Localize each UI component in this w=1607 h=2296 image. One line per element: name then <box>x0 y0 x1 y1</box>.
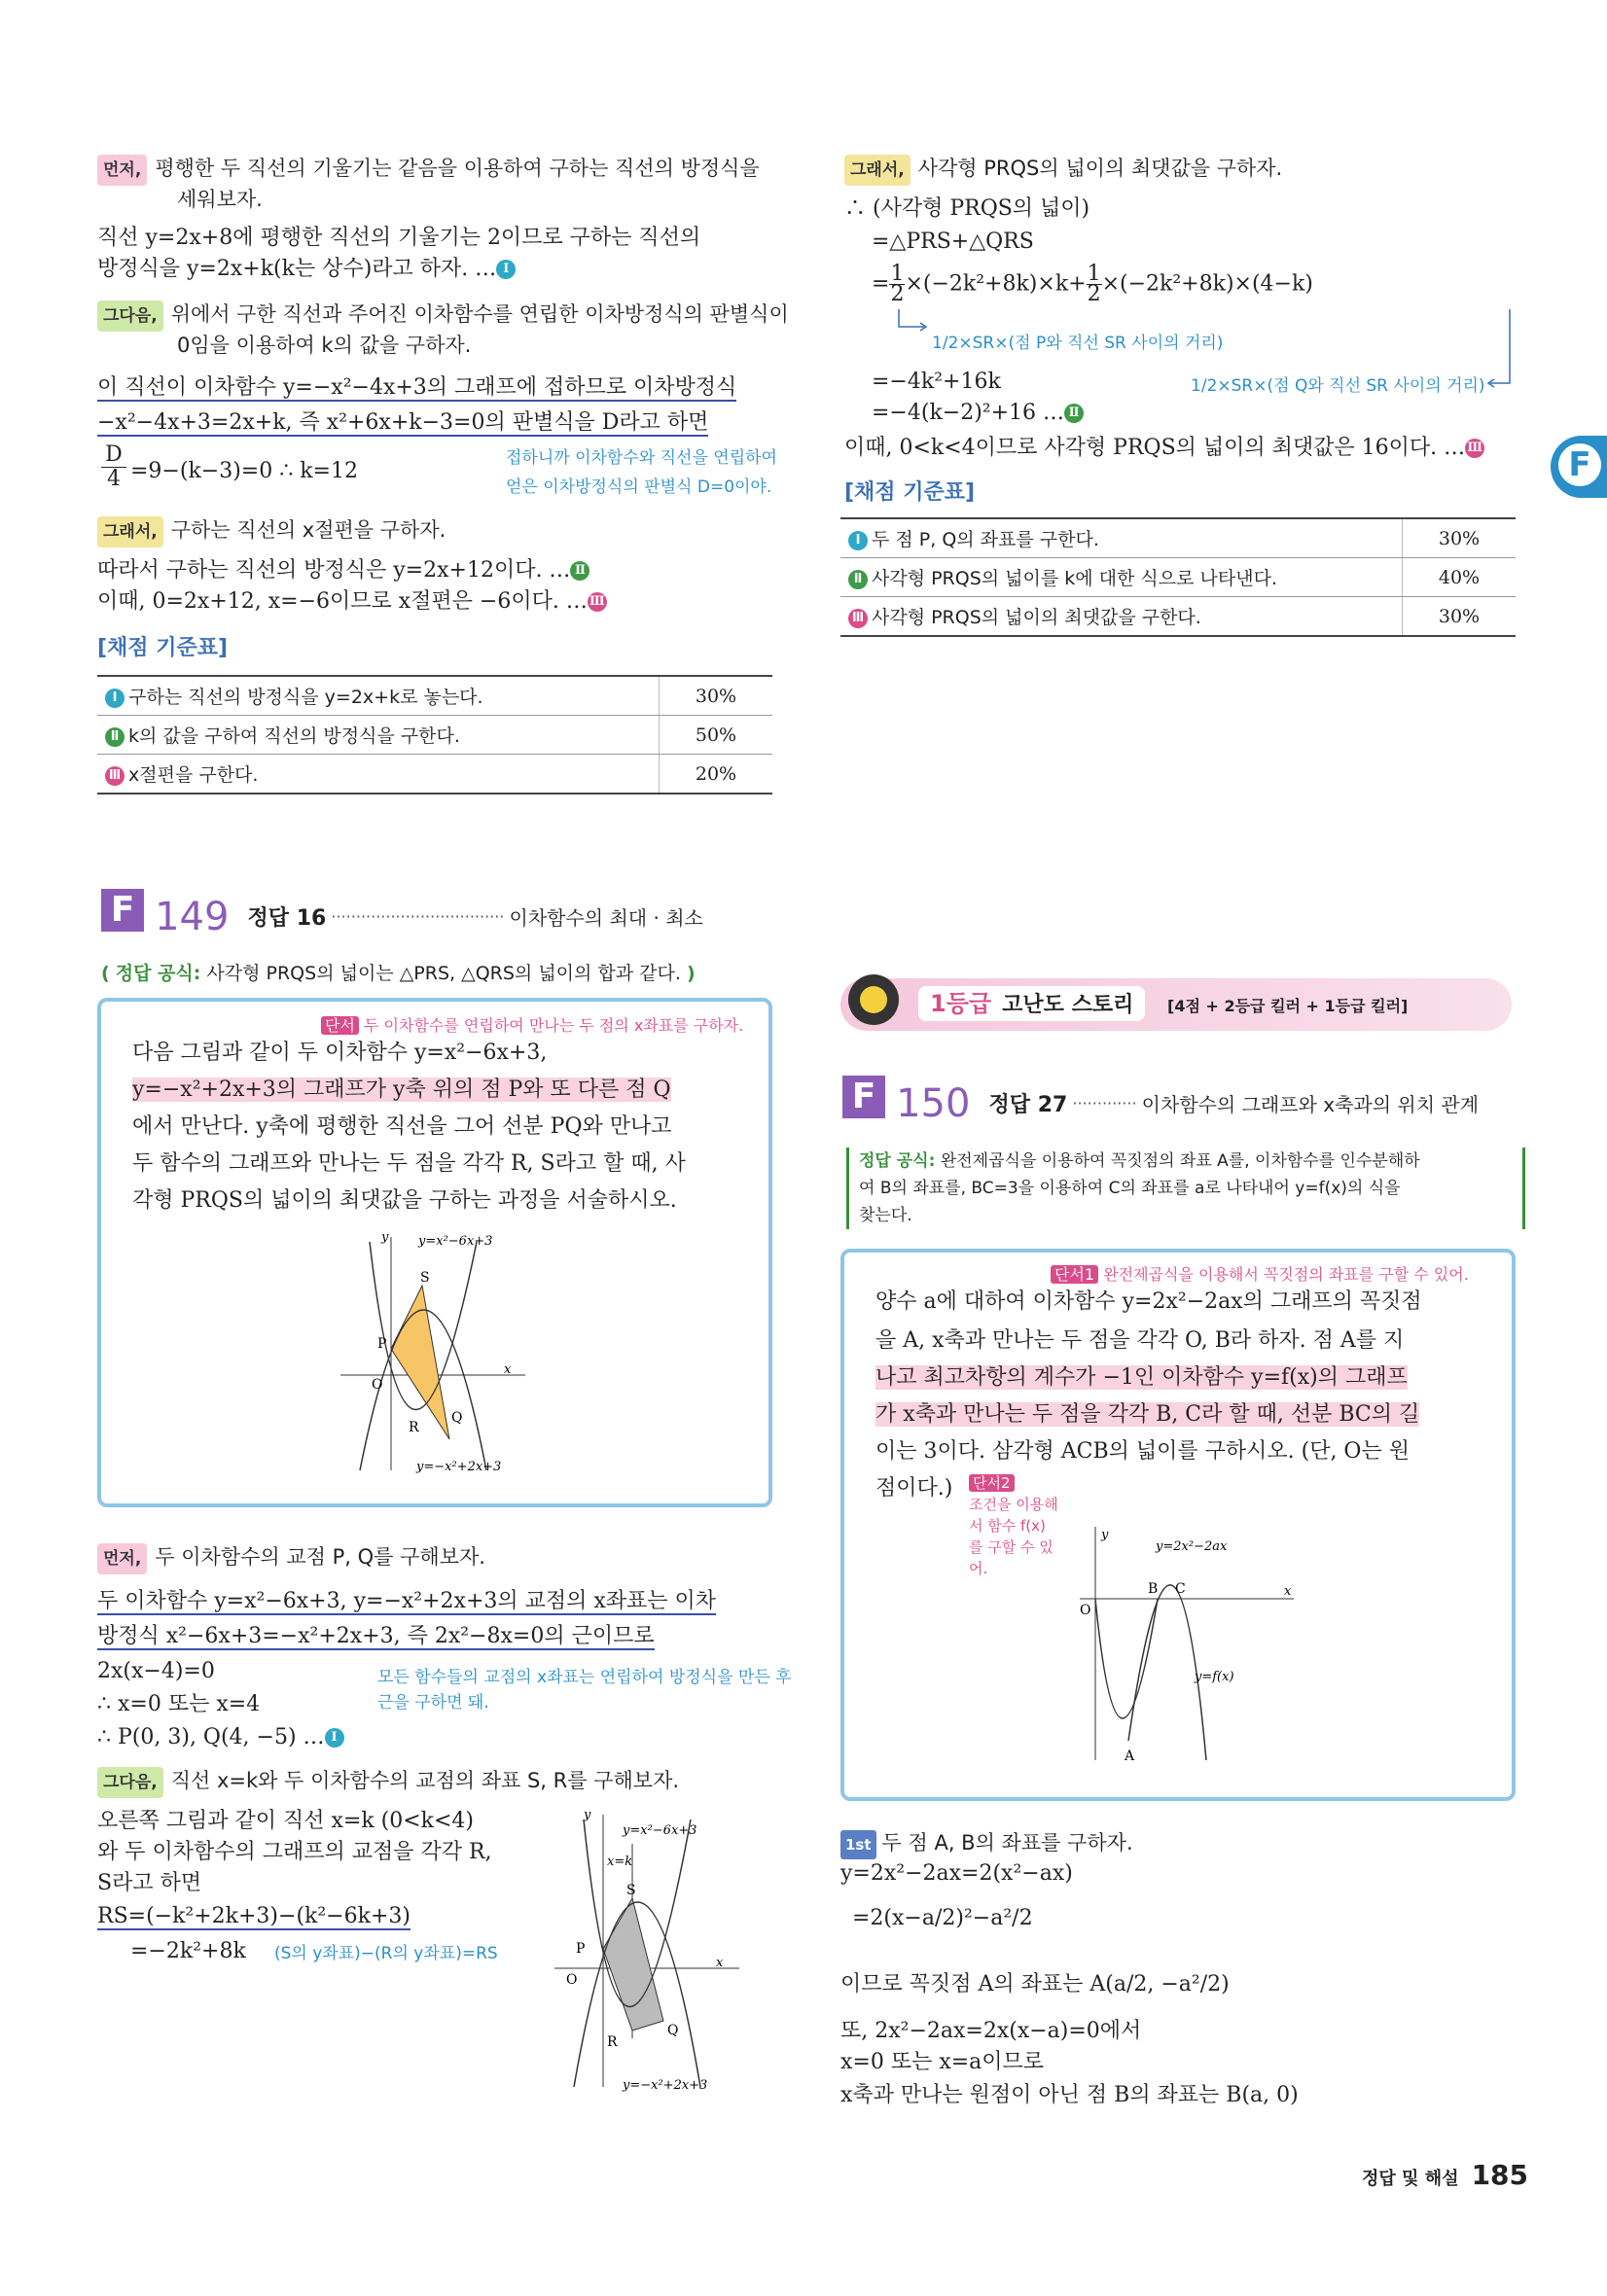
solution-line: 직선 y=2x+8에 평행한 직선의 기울기는 2이므로 구하는 직선의 <box>97 226 701 250</box>
solution-line: 2x(x−4)=0 <box>97 1659 215 1683</box>
marker-1-icon: Ⅰ <box>105 689 125 708</box>
solution-line: =−4(k−2)²+16 … Ⅱ <box>872 399 1088 428</box>
solution-line: x축과 만나는 원점이 아닌 점 B의 좌표는 B(a, 0) <box>840 2083 1299 2107</box>
origin-label: O <box>1080 1603 1091 1618</box>
marker-2-icon: Ⅱ <box>105 727 125 747</box>
solution-step-then: 그래서, 구하는 직선의 x절편을 구하자. <box>97 515 446 548</box>
solution-line: y=2x²−2ax=2(x²−ax) <box>840 1861 1073 1886</box>
solution-line: =−4k²+16k <box>872 370 1001 394</box>
chapter-f-icon: F <box>842 1076 885 1118</box>
axis-x-label: x <box>504 1362 512 1377</box>
answer-formula: ( 정답 공식: 사각형 PRQS의 넓이는 △PRS, △QRS의 넓이의 합과 같다. ) <box>101 963 696 984</box>
curve-label: y=x²−6x+3 <box>623 1823 697 1838</box>
problem-text: 나고 최고차항의 계수가 −1인 이차함수 y=f(x)의 그래프 <box>875 1365 1408 1390</box>
solution-line: 와 두 이차함수의 그래프의 교점을 각각 R, <box>97 1840 492 1864</box>
problem-150-header: F 150 정답 27 ············· 이차함수의 그래프와 x축과의 위치 관계 <box>842 1076 1479 1126</box>
marker-2-icon: Ⅱ <box>1064 404 1084 423</box>
axis-x-label: x <box>1284 1584 1292 1599</box>
solution-line: 따라서 구하는 직선의 방정식은 y=2x+12이다. … Ⅱ <box>97 556 593 585</box>
side-tab <box>1551 436 1607 498</box>
problem-number: 149 <box>155 894 230 939</box>
table-row: Ⅰ 두 점 P, Q의 좌표를 구한다. 30% <box>840 518 1516 558</box>
topic: 이차함수의 최대 · 최소 <box>509 906 703 930</box>
step-tag: 먼저, <box>97 1543 147 1574</box>
story-subtitle: [4점 + 2등급 킬러 + 1등급 킬러] <box>1167 997 1409 1015</box>
problem-text: 각형 PRQS의 넓이의 최댓값을 구하는 과정을 서술하시오. <box>132 1188 677 1213</box>
problem-text: 이는 3이다. 삼각형 ACB의 넓이를 구하시오. (단, O는 원 <box>875 1439 1410 1464</box>
origin-label: O <box>372 1377 383 1393</box>
graph-149-solution <box>545 1805 778 2097</box>
step-tag: 그래서, <box>97 516 163 548</box>
curve-label: y=−x²+2x+3 <box>623 2078 708 2093</box>
axis-y-label: y <box>584 1808 591 1822</box>
marker-2-icon: Ⅱ <box>570 561 589 581</box>
solution-line: ∴ x=0 또는 x=4 <box>97 1692 261 1716</box>
solution-line: 이때, 0<k<4이므로 사각형 PRQS의 넓이의 최댓값은 16이다. … Ⅲ <box>844 434 1488 463</box>
marker-3-icon: Ⅲ <box>588 592 607 612</box>
page-footer <box>1362 2159 1528 2191</box>
solution-line: 또, 2x²−2ax=2x(x−a)=0에서 <box>840 2019 1142 2043</box>
topic: 이차함수의 그래프와 x축과의 위치 관계 <box>1141 1093 1480 1116</box>
side-note: 근을 구하면 돼. <box>377 1693 489 1713</box>
solution-line: RS=(−k²+2k+3)−(k²−6k+3) <box>97 1904 411 1928</box>
side-tab-letter: F <box>1558 443 1601 486</box>
problem-149-header: F 149 정답 16 ··································· 이차함수의 최대 · 최소 <box>101 889 703 939</box>
problem-text: 에서 만난다. y축에 평행한 직선을 그어 선분 PQ와 만나고 <box>132 1114 672 1139</box>
problem-text: 을 A, x축과 만나는 두 점을 각각 O, B라 하자. 점 A를 지 <box>875 1328 1405 1353</box>
solution-line: =2(x−a/2)²−a²/2 <box>852 1906 1033 1930</box>
curve-label: y=−x²+2x+3 <box>416 1460 502 1474</box>
step-text: 0임을 이용하여 k의 값을 구하자. <box>177 334 472 357</box>
solution-line: =−2k²+8k <box>130 1939 246 1963</box>
step-tag: 그다음, <box>97 1767 163 1798</box>
marker-2-icon: Ⅱ <box>848 570 868 589</box>
point-label: R <box>607 2034 618 2050</box>
scoring-table-left <box>97 675 772 795</box>
solution-line: S라고 하면 <box>97 1871 202 1895</box>
solution-line: 방정식 x²−6x+3=−x²+2x+3, 즉 2x²−8x=0의 근이므로 <box>97 1624 655 1648</box>
problem-text: 양수 a에 대하여 이차함수 y=2x²−2ax의 그래프의 꼭짓점 <box>875 1289 1422 1314</box>
axis-y-label: y <box>1101 1528 1109 1542</box>
scoring-table-right <box>840 517 1516 637</box>
problem-text: 두 함수의 그래프와 만나는 두 점을 각각 R, S라고 할 때, 사 <box>132 1151 686 1176</box>
note-q-distance: 1/2×SR×(점 Q와 직선 SR 사이의 거리) <box>1191 376 1485 396</box>
graph-150 <box>1060 1517 1313 1770</box>
table-row: Ⅲ x절편을 구한다. 20% <box>97 755 772 795</box>
story-title: 고난도 스토리 <box>1002 993 1134 1017</box>
table-row: Ⅲ 사각형 PRQS의 넓이의 최댓값을 구한다. 30% <box>840 597 1516 637</box>
point-label: A <box>1125 1748 1135 1764</box>
solution-step-first: 먼저, 평행한 두 직선의 기울기는 같음을 이용하여 구하는 직선의 방정식을 <box>97 154 760 186</box>
problem-text: 다음 그림과 같이 두 이차함수 y=x²−6x+3, <box>132 1041 548 1065</box>
marker-3-icon: Ⅲ <box>1465 439 1484 458</box>
hint: 단서1 완전제곱식을 이용해서 꼭짓점의 좌표를 구할 수 있어. <box>1051 1260 1469 1289</box>
point-label: S <box>626 1883 636 1898</box>
page-number: 185 <box>1471 2159 1529 2191</box>
solution-step-next: 그다음, 위에서 구한 직선과 주어진 이차함수를 연립한 이차방정식의 판별식이 <box>97 300 789 332</box>
solution-step-1st: 1st 두 점 A, B의 좌표를 구하자. <box>840 1828 1133 1859</box>
note-p-distance: 1/2×SR×(점 P와 직선 SR 사이의 거리) <box>932 334 1224 353</box>
solution-line: =△PRS+△QRS <box>872 230 1034 254</box>
answer: 정답 16 <box>247 906 327 931</box>
marker-1-icon: Ⅰ <box>848 531 868 550</box>
origin-label: O <box>566 1972 578 1988</box>
axis-y-label: y <box>381 1230 389 1245</box>
point-label: P <box>377 1336 387 1352</box>
fraction-d-over-4: D 4 <box>101 443 126 491</box>
solution-line: 두 이차함수 y=x²−6x+3, y=−x²+2x+3의 교점의 x좌표는 이차 <box>97 1589 717 1613</box>
axis-x-label: x <box>716 1956 724 1970</box>
solution-line: 방정식을 y=2x+k(k는 상수)라고 하자. … Ⅰ <box>97 255 519 284</box>
criteria-heading: [채점 기준표] <box>97 636 229 660</box>
solution-line: −x²−4x+3=2x+k, 즉 x²+6x+k−3=0의 판별식을 D라고 하면 <box>97 410 709 435</box>
criteria-heading: [채점 기준표] <box>844 480 976 505</box>
solution-line: 이므로 꼭짓점 A의 좌표는 A(a/2, −a²/2) <box>840 1972 1230 1996</box>
point-label: S <box>420 1270 430 1286</box>
step-tag: 그다음, <box>97 300 163 332</box>
problem-text: 점이다.) <box>875 1476 953 1501</box>
curve-label: y=2x²−2ax <box>1156 1539 1228 1554</box>
point-label: P <box>576 1941 586 1957</box>
step-tag: 그래서, <box>844 155 911 186</box>
side-note: 얻은 이차방정식의 판별식 D=0이야. <box>506 477 772 497</box>
solution-line: 이 직선이 이차함수 y=−x²−4x+3의 그래프에 접하므로 이차방정식 <box>97 375 737 400</box>
marker-1-icon: Ⅰ <box>325 1728 344 1748</box>
bomb-icon <box>848 974 899 1025</box>
table-row: Ⅱ k의 값을 구하여 직선의 방정식을 구한다. 50% <box>97 716 772 755</box>
line-label: x=k <box>607 1854 633 1869</box>
side-note: 모든 함수들의 교점의 x좌표는 연립하여 방정식을 만든 후 <box>377 1668 792 1687</box>
side-note: 접하니까 이차함수와 직선을 연립하여 <box>506 448 777 468</box>
problem-number: 150 <box>896 1080 971 1126</box>
problem-text: y=−x²+2x+3의 그래프가 y축 위의 점 P와 또 다른 점 Q <box>132 1077 671 1102</box>
point-label: B <box>1148 1581 1159 1597</box>
answer-formula: 정답 공식: 완전제곱식을 이용하여 꼭짓점의 좌표 A를, 이차함수를 인수분해하 여 B의 좌표를, BC=3을 이용하여 C의 좌표를 a로 나타내어 y=f(x)의 식을 찾는다. <box>846 1148 1525 1229</box>
solution-line: 이때, 0=2x+12, x=−6이므로 x절편은 −6이다. … Ⅲ <box>97 587 611 617</box>
solution-line: =9−(k−3)=0 ∴ k=12 <box>130 459 358 483</box>
marker-3-icon: Ⅲ <box>105 766 125 786</box>
point-label: Q <box>451 1410 463 1426</box>
chapter-f-icon: F <box>101 889 144 932</box>
graph-149 <box>331 1227 545 1480</box>
curve-label: y=f(x) <box>1195 1670 1234 1684</box>
step-text: 세워보자. <box>177 188 263 211</box>
solution-line: x=0 또는 x=a이므로 <box>840 2050 1045 2074</box>
marker-1-icon: Ⅰ <box>496 260 516 279</box>
solution-line: ∴ P(0, 3), Q(4, −5) … Ⅰ <box>97 1723 348 1752</box>
step-tag: 1st <box>840 1830 876 1859</box>
solution-line: ∴ (사각형 PRQS의 넓이) <box>844 196 1090 221</box>
point-label: C <box>1175 1581 1186 1597</box>
problem-text: 가 x축과 만나는 두 점을 각각 B, C라 할 때, 선분 BC의 길 <box>875 1402 1420 1427</box>
solution-step-first: 먼저, 두 이차함수의 교점 P, Q를 구해보자. <box>97 1542 485 1574</box>
story-banner <box>840 978 1512 1031</box>
story-title: 1등급 <box>930 990 992 1017</box>
solution-line: 오른쪽 그림과 같이 직선 x=k (0<k<4) <box>97 1809 475 1833</box>
answer: 정답 27 <box>988 1093 1068 1117</box>
side-note: (S의 y좌표)−(R의 y좌표)=RS <box>274 1944 498 1963</box>
curve-label: y=x²−6x+3 <box>418 1234 493 1249</box>
hint: 단서 두 이차함수를 연립하여 만나는 두 점의 x좌표를 구하자. <box>321 1011 743 1041</box>
area-expression: = $\frac{1}{2}\times(-2k^2+8k)\times k+$ $\frac{1}{2}\times(-2k^2+8k)\times(4-k)$ <box>872 262 1313 306</box>
solution-step-next: 그다음, 직선 x=k와 두 이차함수의 교점의 좌표 S, R를 구해보자. <box>97 1766 679 1798</box>
table-row: Ⅰ 구하는 직선의 방정식을 y=2x+k로 놓는다. 30% <box>97 676 772 716</box>
table-row: Ⅱ 사각형 PRQS의 넓이를 k에 대한 식으로 나타낸다. 40% <box>840 558 1516 597</box>
point-label: Q <box>667 2023 679 2038</box>
step-tag: 먼저, <box>97 155 147 186</box>
footer-label: 정답 및 해설 <box>1362 2169 1459 2189</box>
point-label: R <box>409 1420 419 1435</box>
marker-3-icon: Ⅲ <box>848 609 868 628</box>
solution-step-then: 그래서, 사각형 PRQS의 넓이의 최댓값을 구하자. <box>844 154 1282 186</box>
hint-2: 단서2 조건을 이용해 서 함수 f(x) 를 구할 수 있 어. <box>969 1474 1058 1577</box>
